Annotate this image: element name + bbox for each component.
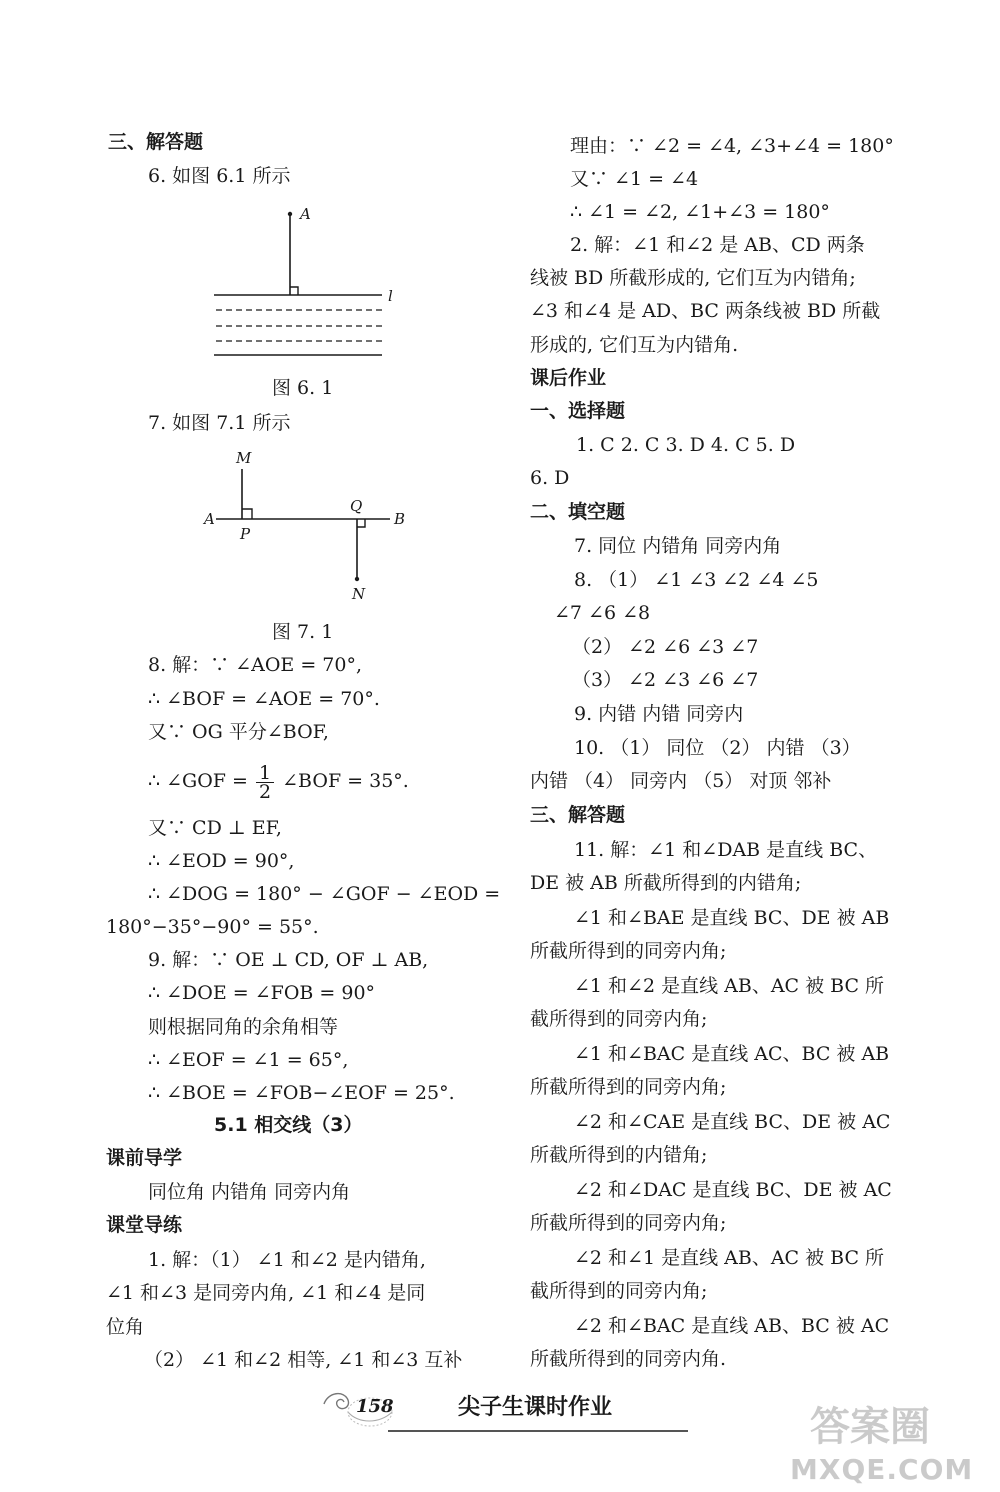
a11-line-12: 所截所得到的同旁内角;	[530, 1212, 727, 1234]
fig71-label-m: M	[236, 449, 252, 467]
q9-line-5: ∴ ∠BOE = ∠FOB−∠EOF = 25°.	[148, 1082, 455, 1104]
fig71-label-n: N	[352, 585, 366, 603]
page-footer	[318, 1378, 698, 1438]
fig71-label-b: B	[394, 510, 406, 528]
c1-line-2: ∠1 和∠3 是同旁内角, ∠1 和∠4 是同	[106, 1282, 426, 1304]
a11-line-2: DE 被 AB 所截所得到的内错角;	[530, 872, 802, 894]
a11-line-15: ∠2 和∠BAC 是直线 AB、BC 被 AC	[574, 1315, 890, 1337]
homework-heading: 课后作业	[530, 367, 607, 389]
q8-line-6: ∴ ∠EOD = 90°,	[148, 850, 295, 872]
section-heading-answers: 三、解答题	[108, 131, 204, 153]
fig61-label-l: l	[388, 287, 393, 305]
a11-line-9: ∠2 和∠CAE 是直线 BC、DE 被 AC	[574, 1111, 891, 1133]
a11-line-13: ∠2 和∠1 是直线 AB、AC 被 BC 所	[574, 1247, 885, 1269]
q8-line-4	[148, 761, 409, 801]
in-class-heading: 课堂导练	[106, 1214, 183, 1236]
watermark	[790, 1395, 990, 1485]
a11-line-5: ∠1 和∠2 是直线 AB、AC 被 BC 所	[574, 975, 885, 997]
a11-line-4: 所截所得到的同旁内角;	[530, 940, 727, 962]
fill-8-line-2: ∠7 ∠6 ∠8	[554, 602, 651, 624]
c1-line-3: 位角	[106, 1316, 145, 1338]
fill-7: 7. 同位 内错角 同旁内角	[574, 535, 782, 557]
pre-class-heading: 课前导学	[106, 1147, 183, 1169]
section-5-1-title: 5.1 相交线（3）	[214, 1114, 363, 1136]
q2-line-3: ∠3 和∠4 是 AD、BC 两条线被 BD 所截	[530, 300, 881, 322]
a11-line-14: 截所得到的同旁内角;	[530, 1280, 708, 1302]
q8-line-3: 又∵ OG 平分∠BOF,	[148, 721, 329, 743]
a11-line-11: ∠2 和∠DAC 是直线 BC、DE 被 AC	[574, 1179, 892, 1201]
choice-heading: 一、选择题	[530, 400, 626, 422]
a11-line-16: 所截所得到的同旁内角.	[530, 1348, 727, 1370]
question-6: 6. 如图 6.1 所示	[148, 165, 291, 187]
a11-line-1: 11. 解：∠1 和∠DAB 是直线 BC、	[574, 839, 878, 861]
a11-line-7: ∠1 和∠BAC 是直线 AC、BC 被 AB	[574, 1043, 890, 1065]
figure-6-1	[204, 203, 404, 363]
reason-line-3: ∴ ∠1 = ∠2, ∠1+∠3 = 180°	[570, 201, 830, 223]
q9-line-3: 则根据同角的余角相等	[148, 1016, 339, 1038]
answer-heading-right: 三、解答题	[530, 804, 626, 826]
page-number: 158	[356, 1396, 394, 1417]
footer-rule	[388, 1430, 688, 1432]
watermark-url: MXQE.COM	[790, 1453, 974, 1486]
q8-line-4-suffix: ∠BOF = 35°.	[282, 770, 409, 792]
question-7: 7. 如图 7.1 所示	[148, 412, 291, 434]
q9-line-1: 9. 解：∵ OE ⊥ CD, OF ⊥ AB,	[148, 949, 429, 971]
fraction-one-half	[256, 761, 274, 803]
q8-line-1: 8. 解：∵ ∠AOE = 70°,	[148, 654, 363, 676]
q2-line-2: 线被 BD 所截形成的, 它们互为内错角;	[530, 267, 856, 289]
q8-line-7: ∴ ∠DOG = 180° − ∠GOF − ∠EOD =	[148, 883, 501, 905]
fig61-label-a: A	[300, 205, 311, 223]
q9-line-4: ∴ ∠EOF = ∠1 = 65°,	[148, 1049, 349, 1071]
a11-line-10: 所截所得到的内错角;	[530, 1144, 708, 1166]
a11-line-3: ∠1 和∠BAE 是直线 BC、DE 被 AB	[574, 907, 890, 929]
q8-line-2: ∴ ∠BOF = ∠AOE = 70°.	[148, 688, 380, 710]
fig71-label-a: A	[204, 510, 215, 528]
reason-line-2: 又∵ ∠1 = ∠4	[570, 168, 699, 190]
fraction-numerator: 1	[256, 764, 274, 783]
a11-line-6: 截所得到的同旁内角;	[530, 1008, 708, 1030]
fill-10-line-1: 10. （1） 同位 （2） 内错 （3）	[574, 737, 861, 759]
fig71-label-p: P	[240, 525, 251, 543]
q8-line-4-prefix: ∴ ∠GOF =	[148, 770, 248, 792]
fig61-right-angle-mark	[290, 287, 298, 295]
q2-line-1: 2. 解：∠1 和∠2 是 AB、CD 两条	[570, 234, 865, 256]
c1-line-4: （2） ∠1 和∠2 相等, ∠1 和∠3 互补	[144, 1349, 463, 1371]
fig71-point-n	[355, 577, 359, 581]
q8-line-8: 180°−35°−90° = 55°.	[106, 916, 319, 938]
figure-7-1-caption: 图 7. 1	[272, 621, 334, 643]
fraction-denominator: 2	[259, 780, 272, 803]
choice-answers-1: 1. C 2. C 3. D 4. C 5. D	[576, 434, 796, 456]
reason-line-1: 理由：∵ ∠2 = ∠4, ∠3+∠4 = 180°	[570, 135, 894, 157]
fig71-right-angle-q	[357, 519, 365, 527]
c1-line-1: 1. 解：（1） ∠1 和∠2 是内错角,	[148, 1249, 426, 1271]
pre-class-answer: 同位角 内错角 同旁内角	[148, 1181, 351, 1203]
q2-line-4: 形成的, 它们互为内错角.	[530, 334, 739, 356]
choice-answers-2: 6. D	[530, 467, 570, 489]
q8-line-5: 又∵ CD ⊥ EF,	[148, 817, 282, 839]
fig71-label-q: Q	[350, 497, 363, 515]
q9-line-2: ∴ ∠DOE = ∠FOB = 90°	[148, 982, 376, 1004]
fill-9: 9. 内错 内错 同旁内	[574, 703, 744, 725]
fill-8-line-1: 8. （1） ∠1 ∠3 ∠2 ∠4 ∠5	[574, 569, 819, 591]
fill-10-line-2: 内错 （4） 同旁内 （5） 对顶 邻补	[530, 770, 832, 792]
figure-6-1-caption: 图 6. 1	[272, 377, 334, 399]
fill-8-line-3: （2） ∠2 ∠6 ∠3 ∠7	[572, 636, 759, 658]
watermark-logo: 答案圈	[810, 1404, 930, 1450]
fig71-right-angle-p	[242, 509, 252, 519]
a11-line-8: 所截所得到的同旁内角;	[530, 1076, 727, 1098]
fill-8-line-4: （3） ∠2 ∠3 ∠6 ∠7	[572, 669, 759, 691]
figure-7-1	[194, 443, 424, 603]
fill-blank-heading: 二、填空题	[530, 501, 626, 523]
book-title: 尖子生课时作业	[458, 1395, 613, 1420]
